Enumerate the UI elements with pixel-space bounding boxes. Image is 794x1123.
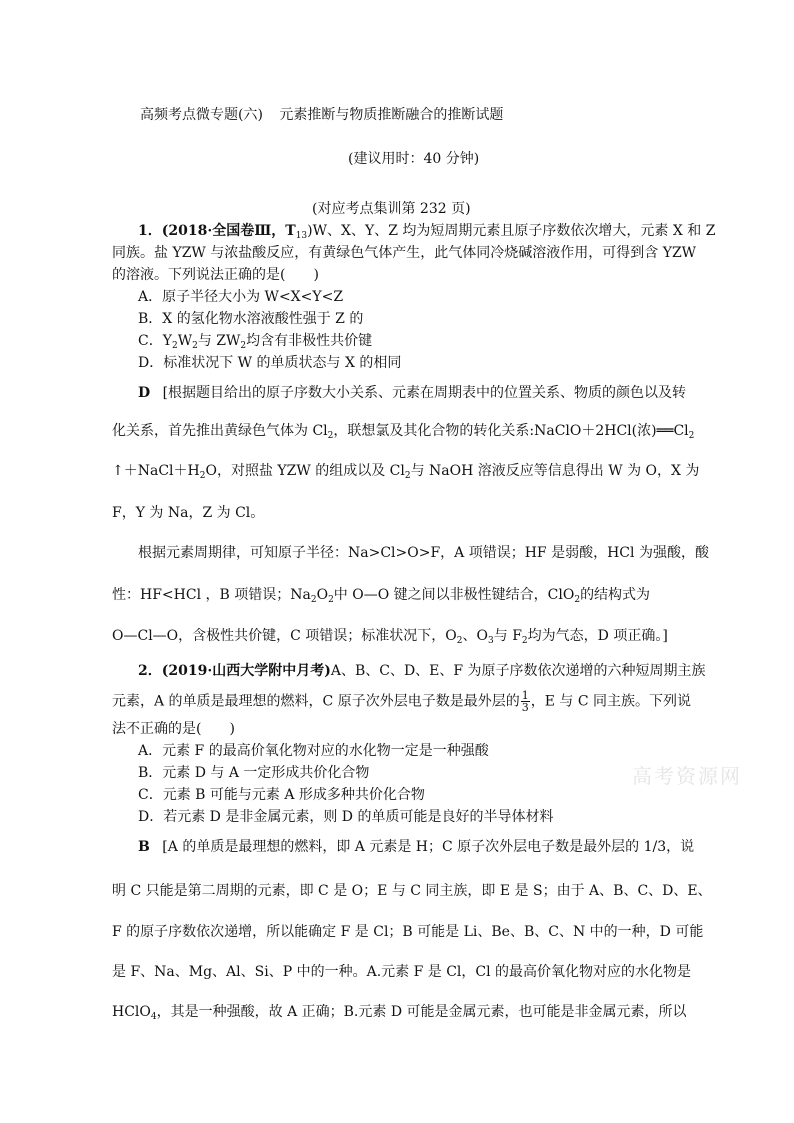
a1-line-5: 根据元素周期律，可知原子半径：Na>Cl>O>F，A 项错误；HF 是弱酸，HCl 为强酸，酸 (138, 545, 709, 561)
q2-option-b: B．元素 D 与 A 一定形成共价化合物 (138, 765, 370, 781)
page-title (140, 106, 503, 124)
q1-option-d: D．标准状况下 W 的单质状态与 X 的相同 (138, 355, 402, 371)
a1-answer-letter: D (138, 385, 151, 401)
q2-line-1: 2．(2019·山西大学附中月考)A、B、C、D、E、F 为原子序数依次递增的六种短周期主族 (138, 663, 706, 679)
a2-line-4: 是 F、Na、Mg、Al、Si、P 中的一种。A.元素 F 是 Cl，Cl 的最高价氧化物对应的水化物是 (112, 964, 692, 980)
q2-line-2: 元素，A 的单质是最理想的燃料，C 原子次外层电子数是最外层的 $\frac{1}{3}$ ，E 与 C 同主族。下列说 (112, 689, 692, 714)
q2-line-3: 法不正确的是( ) (112, 721, 235, 737)
q2-option-a: A．元素 F 的最高价氧化物对应的水化物一定是一种强酸 (138, 743, 489, 759)
a1-line-2: 化关系，首先推出黄绿色气体为 $Cl_2$，联想氯及其化合物的转化关系:NaClO＋2HCl(浓)$══Cl_2$ (112, 423, 695, 441)
page-reference: (对应考点集训第 232 页) (312, 201, 471, 217)
a1-line-4: F，Y 为 Na，Z 为 Cl。 (112, 505, 265, 521)
q2-option-c: C．元素 B 可能与元素 A 形成多种共价化合物 (138, 787, 425, 803)
a1-line-3: $↑+NaCl+H_2O$，对照盐 YZW 的组成以及 $Cl_2$与 NaOH 溶液反应等信息得出 W 为 O，X 为 (112, 463, 700, 481)
q2-source: (2019·山西大学附中月考) (161, 663, 331, 679)
a2-line-1: B [A 的单质是最理想的燃料，即 A 元素是 H；C 原子次外层电子数是最外层的 1/3，说 (138, 839, 695, 855)
q1-source: (2018·全国卷Ⅲ，T (161, 223, 296, 239)
q1-number: 1． (138, 223, 162, 239)
q1-line-2: 同族。盐 YZW 与浓盐酸反应，有黄绿色气体产生，此气体同冷烧碱溶液作用，可得到含 YZW (112, 245, 697, 261)
a1-line-1: D [根据题目给出的原子序数大小关系、元素在周期表中的位置关系、物质的颜色以及转 (138, 385, 687, 401)
fraction-one-third: $\frac{1}{3}$ (521, 689, 529, 714)
q1-line-1: 1．(2018·全国卷Ⅲ，$T_{13})W$、X、Y、Z 均为短周期元素且原子序数依次增大，元素 X 和 Z (138, 223, 716, 241)
q2-option-d: D．若元素 D 是非金属元素，则 D 的单质可能是良好的半导体材料 (138, 809, 554, 825)
a2-answer-letter: B (138, 839, 150, 855)
a2-line-5: HClO$_4$，其是一种强酸，故 A 正确；B.元素 D 可能是金属元素，也可能是非金属元素，所以 (112, 1004, 687, 1022)
a2-line-2: 明 C 只能是第二周期的元素，即 C 是 O；E 与 C 同主族，即 E 是 S；由于 A、B、C、D、E、 (112, 883, 712, 899)
q1-line-3: 的溶液。下列说法正确的是( ) (112, 267, 319, 283)
title-right: 元素推断与物质推断融合的推断试题 (279, 107, 504, 123)
q1-option-c: C．$Y_2W_2$与 $ZW_2$均含有非极性共价键 (138, 333, 373, 351)
suggested-time: (建议用时：40 分钟) (348, 151, 480, 167)
q2-number: 2． (138, 663, 162, 679)
q1-option-b: B．X 的氢化物水溶液酸性强于 Z 的 (138, 311, 364, 327)
title-left: 高频考点微专题(六) (140, 107, 263, 123)
q1-option-a: A．原子半径大小为 W<X<Y<Z (138, 289, 344, 305)
a2-line-3: F 的原子序数依次递增，所以能确定 F 是 Cl；B 可能是 Li、Be、B、C、N 中的一种，D 可能 (112, 924, 704, 940)
a1-line-7: O—Cl—O，含极性共价键，C 项错误；标准状况下，$O_2$、$O_3$与 $F_2$均为气态，D 项正确。] (112, 628, 668, 646)
a1-line-6: 性：HF<HCl ，B 项错误；$Na_2O_2$中 O—O 键之间以非极性键结合，ClO$_2$的结构式为 (112, 587, 651, 605)
watermark: 高考资源网 (632, 764, 742, 788)
